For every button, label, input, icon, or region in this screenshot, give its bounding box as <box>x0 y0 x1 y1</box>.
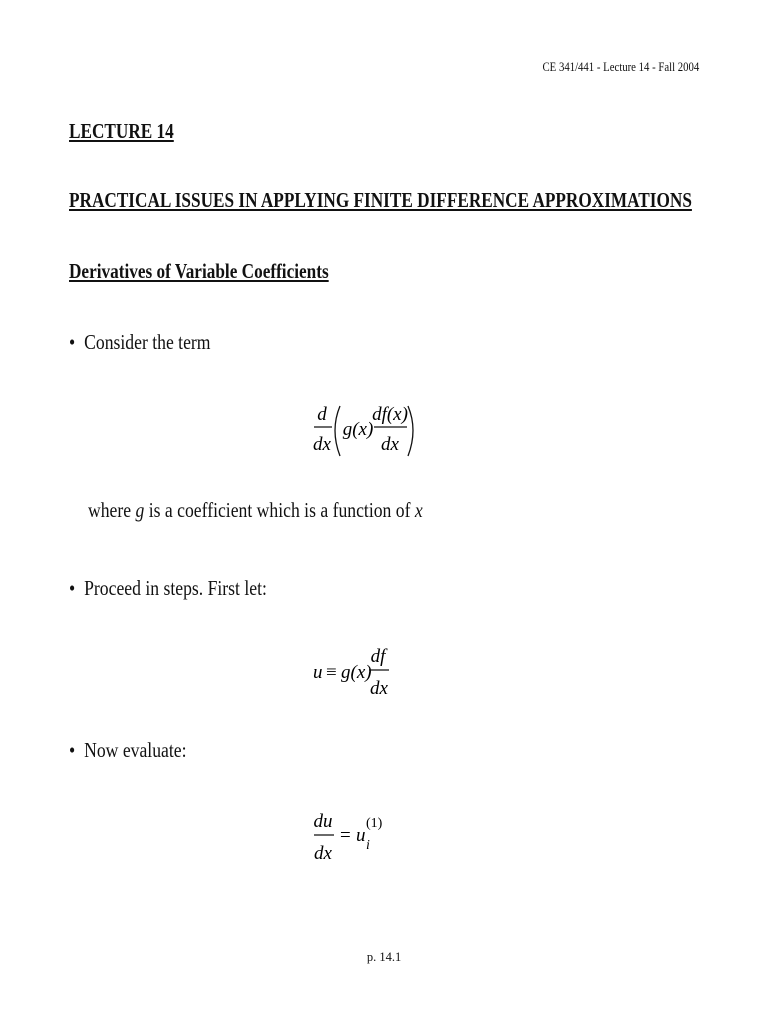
lecture-heading: LECTURE 14 <box>69 119 174 143</box>
bullet-text: Now evaluate: <box>84 738 187 762</box>
where-text-1: where <box>88 498 136 522</box>
numerator: du <box>313 811 333 832</box>
u-symbol: u <box>356 825 366 846</box>
where-text-2: is a coefficient which is a function of <box>144 498 415 522</box>
var-g: g <box>135 498 145 522</box>
equation-u-definition <box>313 640 403 704</box>
equation-evaluate <box>313 805 403 869</box>
bullet-icon: • <box>69 330 76 354</box>
bullet-text: Consider the term <box>84 330 211 354</box>
section-heading: Derivatives of Variable Coefficients <box>69 259 329 283</box>
bullet-icon: • <box>69 738 76 762</box>
inner-denominator: dx <box>381 434 399 455</box>
bullet-now-evaluate <box>69 738 186 763</box>
outer-numerator: d <box>317 404 327 425</box>
inner-numerator: df(x) <box>372 404 408 425</box>
numerator: df <box>370 646 386 667</box>
bullet-proceed-steps <box>69 576 267 601</box>
subscript-i: i <box>366 838 370 853</box>
superscript-order: (1) <box>366 816 383 831</box>
outer-denominator: dx <box>313 434 331 455</box>
bullet-icon: • <box>69 576 76 600</box>
right-paren <box>408 406 413 456</box>
bullet-consider-term <box>69 330 211 355</box>
where-statement <box>88 498 423 523</box>
denominator: dx <box>314 843 332 864</box>
bullet-text: Proceed in steps. First let: <box>84 576 267 600</box>
lecture-title: PRACTICAL ISSUES IN APPLYING FINITE DIFFERENCE APPROXIMATIONS <box>69 188 692 212</box>
g-of-x: g(x) <box>341 662 372 683</box>
equals-symbol: = <box>340 825 351 846</box>
course-reference: CE 341/441 - Lecture 14 - Fall 2004 <box>542 60 699 74</box>
equiv-symbol: ≡ <box>326 662 337 683</box>
var-x: x <box>414 498 423 522</box>
u-symbol: u <box>313 662 323 683</box>
left-paren <box>335 406 340 456</box>
page-number: p. 14.1 <box>366 950 402 964</box>
denominator: dx <box>370 678 388 699</box>
g-of-x: g(x) <box>342 419 374 440</box>
equation-derivative-term <box>310 400 420 464</box>
